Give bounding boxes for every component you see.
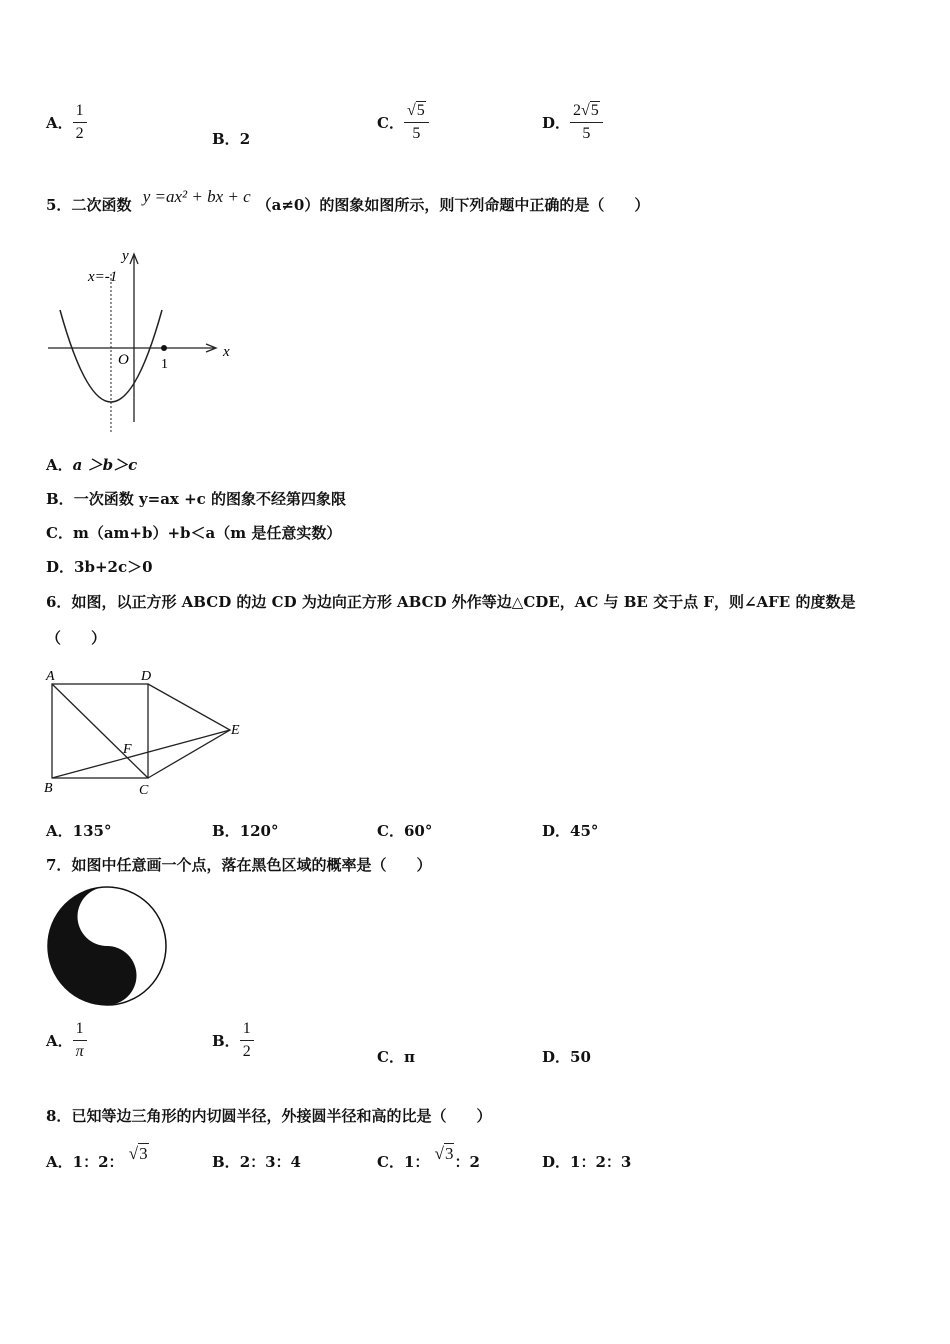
root-point	[161, 345, 167, 351]
white-dot	[95, 905, 119, 929]
q4-option-c[interactable]	[377, 102, 429, 144]
fraction: $\frac{√5}{5}$	[404, 102, 429, 144]
q4-option-a[interactable]	[46, 102, 87, 144]
label-d: D	[141, 669, 152, 684]
label-a: A	[46, 669, 55, 684]
label-c: C	[139, 783, 149, 798]
q6-option-d[interactable]: D．45°	[542, 822, 599, 840]
option-letter: D．	[542, 114, 571, 133]
q5-option-a[interactable]: A．a ＞b＞c	[46, 456, 138, 474]
q6-square-triangle-figure	[42, 664, 246, 798]
fraction: $\frac{2√5}{5}$	[570, 102, 603, 144]
q7-option-a[interactable]: A． $\frac{1}{\pi}$	[46, 1020, 87, 1062]
q6-option-a[interactable]: A．135°	[46, 822, 112, 840]
fraction: $\frac{1}{\pi}$	[73, 1020, 87, 1062]
q5-formula: y =ax² + bx + c	[142, 187, 251, 206]
root-label: 1	[161, 357, 168, 372]
q7-option-b[interactable]: B． $\frac{1}{2}$	[212, 1020, 254, 1062]
triangle-cde	[148, 684, 230, 778]
black-dot	[95, 964, 119, 988]
y-label: y	[122, 248, 129, 264]
option-letter: C．	[377, 114, 404, 133]
fraction: $\frac{1}{2}$	[240, 1020, 254, 1062]
option-text: 2	[239, 130, 251, 148]
radical: √3	[128, 1144, 148, 1163]
q8-option-d[interactable]: D．1：2：3	[542, 1153, 632, 1171]
q5-parabola-graph	[44, 244, 244, 436]
q6-option-c[interactable]: C．60°	[377, 822, 433, 840]
q4-option-b[interactable]	[212, 128, 250, 149]
fraction: $\frac{1}{2}$	[73, 102, 87, 144]
q5-option-d[interactable]: D．3b+2c＞0	[46, 558, 153, 576]
q7-yin-yang-figure	[44, 884, 170, 1008]
q5-option-b[interactable]: B．一次函数 y=ax +c 的图象不经第四象限	[46, 490, 347, 508]
symmetry-label: x=-1	[88, 269, 118, 285]
option-letter: B．	[212, 130, 240, 148]
q6-stem-line2: （ ）	[46, 629, 107, 647]
q6-option-b[interactable]: B．120°	[212, 822, 279, 840]
q7-option-d[interactable]: D．50	[542, 1048, 591, 1066]
origin-label: O	[118, 352, 129, 368]
segment-ac	[52, 684, 148, 778]
q8-stem: 8．已知等边三角形的内切圆半径，外接圆半径和高的比是（ ）	[46, 1107, 492, 1125]
label-b: B	[44, 781, 53, 796]
q8-option-b[interactable]: B．2：3：4	[212, 1153, 301, 1171]
q7-option-c[interactable]: C．π	[377, 1048, 415, 1066]
q8-option-c[interactable]: C．1： √3：2	[377, 1144, 480, 1171]
label-f: F	[123, 742, 132, 757]
q8-option-a[interactable]: A．1：2： √3	[46, 1144, 148, 1171]
q4-option-d[interactable]	[542, 102, 603, 144]
option-letter: A．	[46, 114, 73, 133]
x-label: x	[223, 344, 230, 360]
q6-stem-line1: 6．如图，以正方形 ABCD 的边 CD 为边向正方形 ABCD 外作等边△CDE，AC 与 BE 交于点 F，则∠AFE 的度数是	[46, 593, 856, 611]
q5-option-c[interactable]: C．m（am+b）+b＜a（m 是任意实数）	[46, 524, 342, 542]
q5-stem: 5．二次函数 y =ax² + bx + c （a≠0）的图象如图所示，则下列命题中正确的是（ ）	[46, 187, 650, 214]
radical: √3	[434, 1144, 454, 1163]
label-e: E	[231, 723, 240, 738]
q7-stem: 7．如图中任意画一个点，落在黑色区域的概率是（ ）	[46, 856, 432, 874]
